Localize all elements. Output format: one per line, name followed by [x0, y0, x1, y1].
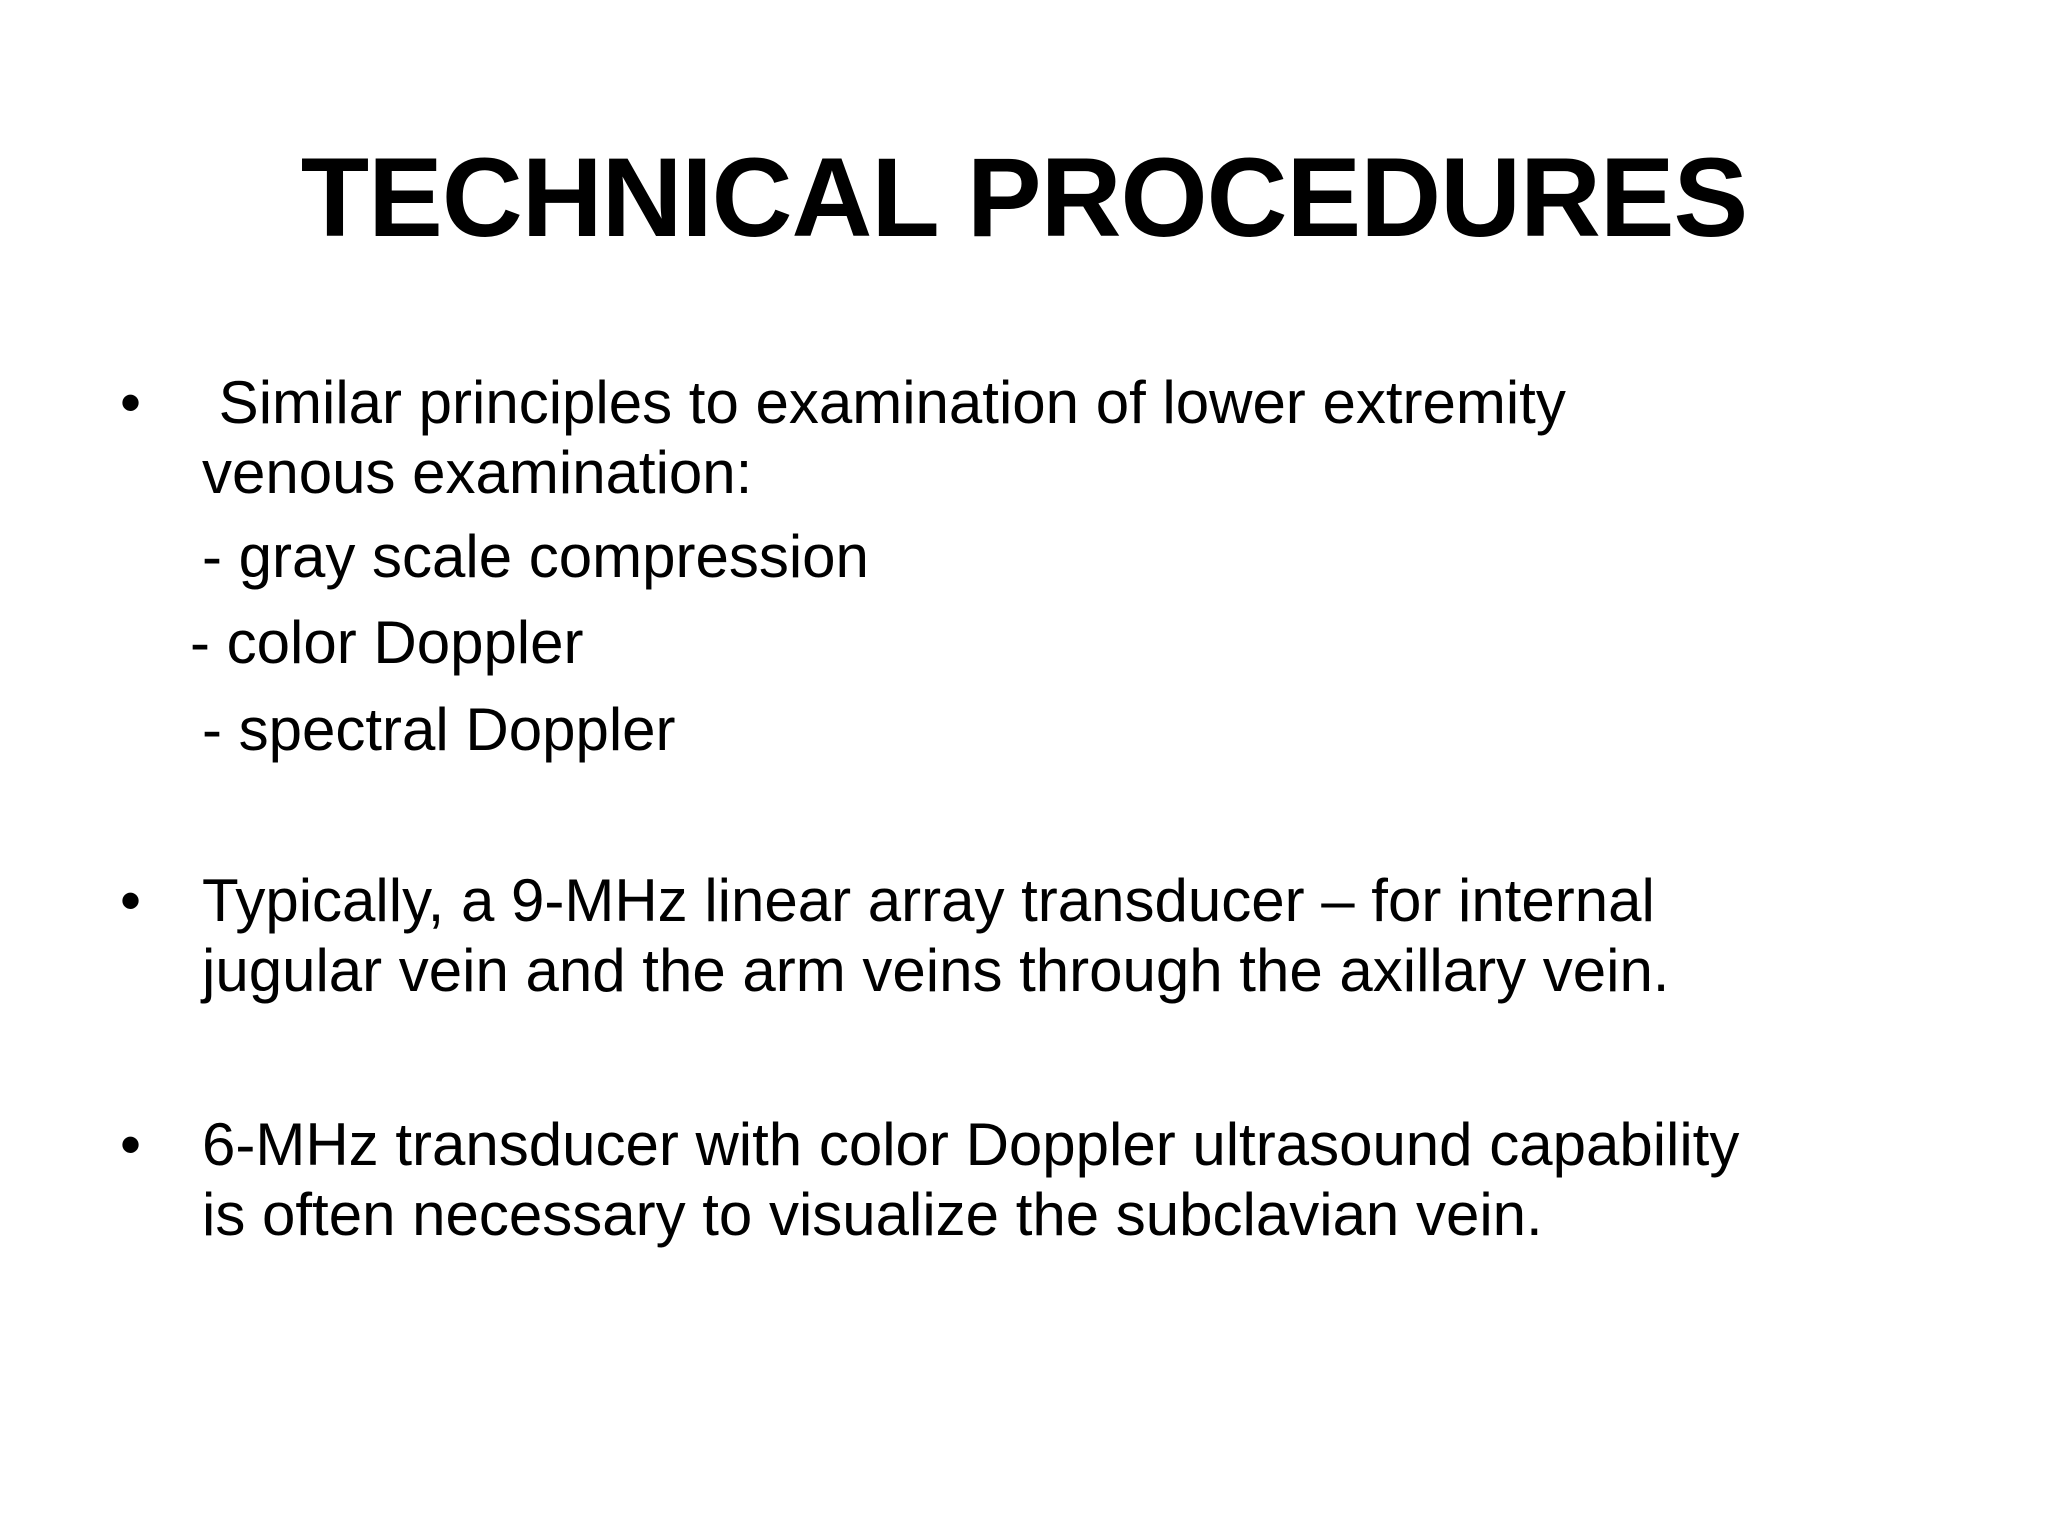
bullet-3-line-1: 6-MHz transducer with color Doppler ultrasound capability	[202, 1111, 1740, 1178]
sub-item-spectral-doppler: - spectral Doppler	[202, 696, 676, 763]
bullet-3-line-2: is often necessary to visualize the subclavian vein.	[202, 1181, 1543, 1248]
sub-item-gray-scale: - gray scale compression	[202, 523, 869, 590]
slide-title: TECHNICAL PROCEDURES	[300, 135, 1748, 260]
bullet-2-line-2: jugular vein and the arm veins through the axillary vein.	[202, 937, 1670, 1004]
bullet-marker-2: •	[120, 867, 142, 934]
bullet-1-line-1: Similar principles to examination of lower extremity	[202, 369, 1566, 436]
bullet-marker-3: •	[120, 1111, 142, 1178]
bullet-3-text	[202, 1110, 1962, 1250]
bullet-1-text	[202, 368, 1962, 508]
bullet-2-line-1: Typically, a 9-MHz linear array transducer – for internal	[202, 867, 1655, 934]
sub-item-color-doppler: - color Doppler	[190, 609, 584, 676]
bullet-2-text	[202, 866, 1962, 1006]
bullet-1-line-2: venous examination:	[202, 439, 753, 506]
bullet-marker-1: •	[120, 369, 142, 436]
